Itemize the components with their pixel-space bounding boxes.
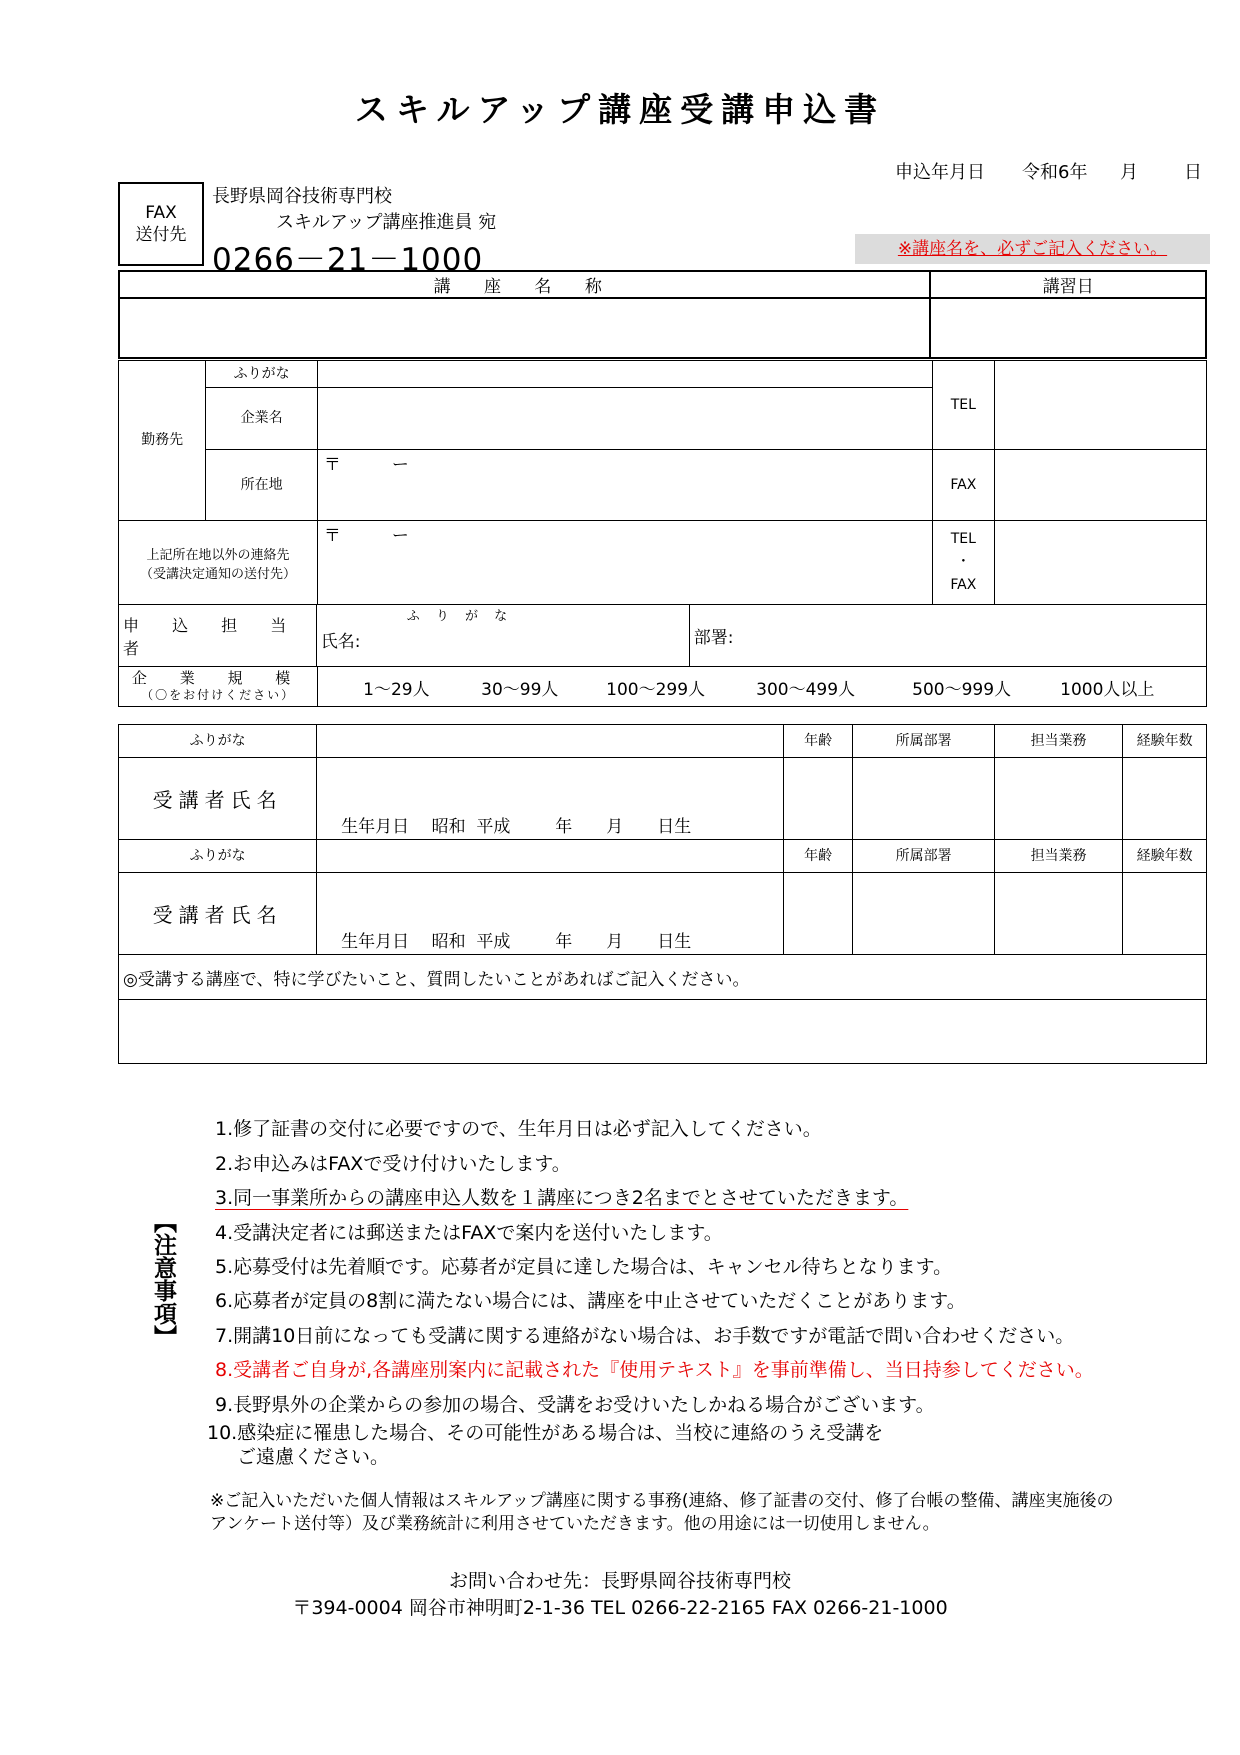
fax-box-line2: 送付先	[135, 225, 187, 245]
trainee1-age-header: 年齢	[783, 725, 853, 758]
note-2: 2.お申込みはFAXで受け付けいたします。	[215, 1153, 571, 1175]
note-10: 10.感染症に罹患した場合、その可能性がある場合は、当校に連絡のうえ受講を	[207, 1422, 884, 1444]
page-title: スキルアップ講座受講申込書	[354, 90, 886, 129]
alt-contact-line1: 上記所在地以外の連絡先	[146, 547, 290, 563]
scale-option-2[interactable]: 30～99人	[481, 680, 559, 700]
alt-contact-label	[119, 521, 318, 605]
notes-label-text: 【注意事項】	[150, 1210, 176, 1348]
postal-mark: 〒 ー	[323, 455, 409, 475]
scale-option-3[interactable]: 100～299人	[606, 680, 706, 700]
course-name-header: 講 座 名 称	[119, 271, 930, 298]
furigana-label: ふりがな	[206, 361, 318, 388]
course-table	[118, 270, 1207, 359]
fax-label: FAX	[932, 450, 994, 521]
alt-postal-mark: 〒 ー	[323, 526, 409, 546]
applicant-table	[118, 604, 1207, 667]
scale-option-6[interactable]: 1000人以上	[1060, 680, 1155, 700]
trainee2-dept-field[interactable]	[853, 873, 994, 955]
fax-field[interactable]	[994, 450, 1206, 521]
applicant-dept-label: 部署:	[693, 628, 734, 648]
note-6: 6.応募者が定員の8割に満たない場合には、講座を中止させていただくことがあります。	[215, 1290, 966, 1312]
alt-contact-address-field[interactable]	[317, 521, 932, 605]
trainee1-furigana-field[interactable]	[317, 725, 784, 758]
course-date-field[interactable]	[930, 298, 1206, 358]
trainee1-exp-header: 経験年数	[1123, 725, 1207, 758]
fax-number: 0266－21－1000	[212, 242, 484, 278]
trainee2-name-field[interactable]	[317, 873, 784, 955]
trainee2-age-field[interactable]	[783, 873, 853, 955]
note-8: 8.受講者ご自身が,各講座別案内に記載された『使用テキスト』を事前準備し、当日持参してください。	[215, 1359, 1094, 1381]
tel-field[interactable]	[994, 361, 1206, 450]
alt-tel-fax-field[interactable]	[994, 521, 1206, 605]
note-7: 7.開講10日前になっても受講に関する連絡がない場合は、お手数ですが電話で問い合わせください。	[215, 1325, 1075, 1347]
note-1: 1.修了証書の交付に必要ですので、生年月日は必ず記入してください。	[215, 1118, 822, 1140]
trainee2-age-header: 年齢	[783, 840, 853, 873]
trainee1-birth: 生年月日 昭和 平成 年 月 日生	[341, 817, 692, 837]
note-10-cont: ご遠慮ください。	[237, 1446, 390, 1468]
address-field[interactable]	[317, 450, 932, 521]
trainee1-duty-field[interactable]	[994, 758, 1122, 840]
alt-tel-label: TEL	[950, 531, 976, 547]
privacy-notice: ※ご記入いただいた個人情報はスキルアップ講座に関する事務(連絡、修了証書の交付、修了台帳の整備、講座実施後のアンケート送付等）及び業務統計に利用させていただきます。他の用途には一切使用しません。	[210, 1491, 1114, 1534]
recipient-school: 長野県岡谷技術専門校	[212, 186, 392, 207]
trainee2-exp-header: 経験年数	[1123, 840, 1207, 873]
applicant-furigana: ふ り が な	[406, 609, 514, 624]
note-5: 5.応募受付は先着順です。応募者が定員に達した場合は、キャンセル待ちとなります。	[215, 1256, 953, 1278]
notes-label	[146, 1210, 176, 1348]
date-label: 申込年月日	[895, 162, 985, 183]
scale-label-line1: 企 業 規 模	[131, 668, 305, 687]
trainee2-birth: 生年月日 昭和 平成 年 月 日生	[341, 932, 692, 952]
workplace-table	[118, 360, 1207, 605]
questions-field[interactable]	[119, 1000, 1207, 1064]
alt-contact-line2: （受講決定通知の送付先）	[139, 566, 296, 582]
alt-dot: ・	[956, 554, 971, 570]
trainee2-duty-header: 担当業務	[994, 840, 1122, 873]
course-name-field[interactable]	[119, 298, 930, 358]
warning-note: ※講座名を、必ずご記入ください。	[855, 234, 1210, 264]
alt-fax-label: FAX	[950, 577, 977, 593]
scale-table	[118, 666, 1207, 707]
contact-line1: お問い合わせ先：長野県岡谷技術専門校	[448, 1570, 791, 1592]
date-day: 日	[1184, 162, 1202, 183]
trainee2-furigana-label: ふりがな	[119, 840, 317, 873]
questions-prompt: ◎受講する講座で、特に学びたいこと、質問したいことがあればご記入ください。	[119, 955, 1207, 1000]
trainee1-furigana-label: ふりがな	[119, 725, 317, 758]
recipient	[212, 184, 496, 236]
scale-option-1[interactable]: 1～29人	[363, 680, 430, 700]
applicant-name-label: 氏名:	[320, 632, 361, 652]
scale-options	[318, 667, 1207, 707]
company-label: 企業名	[206, 388, 318, 450]
note-4: 4.受講決定者には郵送またはFAXで案内を送付いたします。	[215, 1222, 723, 1244]
workplace-label: 勤務先	[119, 361, 206, 521]
trainee1-duty-header: 担当業務	[994, 725, 1122, 758]
applicant-label: 申 込 担 当 者	[119, 605, 317, 667]
applicant-name-field[interactable]	[316, 605, 689, 667]
trainee1-dept-header: 所属部署	[853, 725, 994, 758]
note-9: 9.長野県外の企業からの参加の場合、受講をお受けいたしかねる場合がございます。	[215, 1394, 935, 1416]
company-name-field[interactable]	[317, 388, 932, 450]
address-label: 所在地	[206, 450, 318, 521]
trainee2-name-label: 受講者氏名	[119, 873, 317, 955]
date-month: 月	[1120, 162, 1138, 183]
note-3: 3.同一事業所からの講座申込人数を１講座につき2名までとさせていただきます。	[215, 1187, 909, 1209]
trainee1-dept-field[interactable]	[853, 758, 994, 840]
fax-box-line1: FAX	[145, 203, 177, 223]
trainee2-duty-field[interactable]	[994, 873, 1122, 955]
trainee1-name-label: 受講者氏名	[119, 758, 317, 840]
alt-tel-fax-label	[932, 521, 994, 605]
scale-option-4[interactable]: 300～499人	[756, 680, 856, 700]
company-furigana-field[interactable]	[317, 361, 932, 388]
contact-info	[0, 1568, 1240, 1622]
scale-option-5[interactable]: 500～999人	[912, 680, 1012, 700]
course-date-header: 講習日	[930, 271, 1206, 298]
trainees-table	[118, 724, 1207, 1064]
scale-label	[119, 667, 318, 707]
trainee2-dept-header: 所属部署	[853, 840, 994, 873]
tel-label: TEL	[932, 361, 994, 450]
trainee1-age-field[interactable]	[783, 758, 853, 840]
recipient-person: スキルアップ講座推進員 宛	[276, 212, 497, 233]
applicant-dept-field[interactable]	[689, 605, 1206, 667]
fax-destination-box	[118, 182, 204, 266]
contact-line2: 〒394-0004 岡谷市神明町2-1-36 TEL 0266-22-2165 FAX 0266-21-1000	[292, 1597, 948, 1619]
trainee2-exp-field[interactable]	[1123, 873, 1207, 955]
trainee1-name-field[interactable]	[317, 758, 784, 840]
trainee2-furigana-field[interactable]	[317, 840, 784, 873]
date-era: 令和6年	[1022, 162, 1088, 183]
scale-label-line2: （〇をお付けください）	[141, 687, 296, 702]
trainee1-exp-field[interactable]	[1123, 758, 1207, 840]
